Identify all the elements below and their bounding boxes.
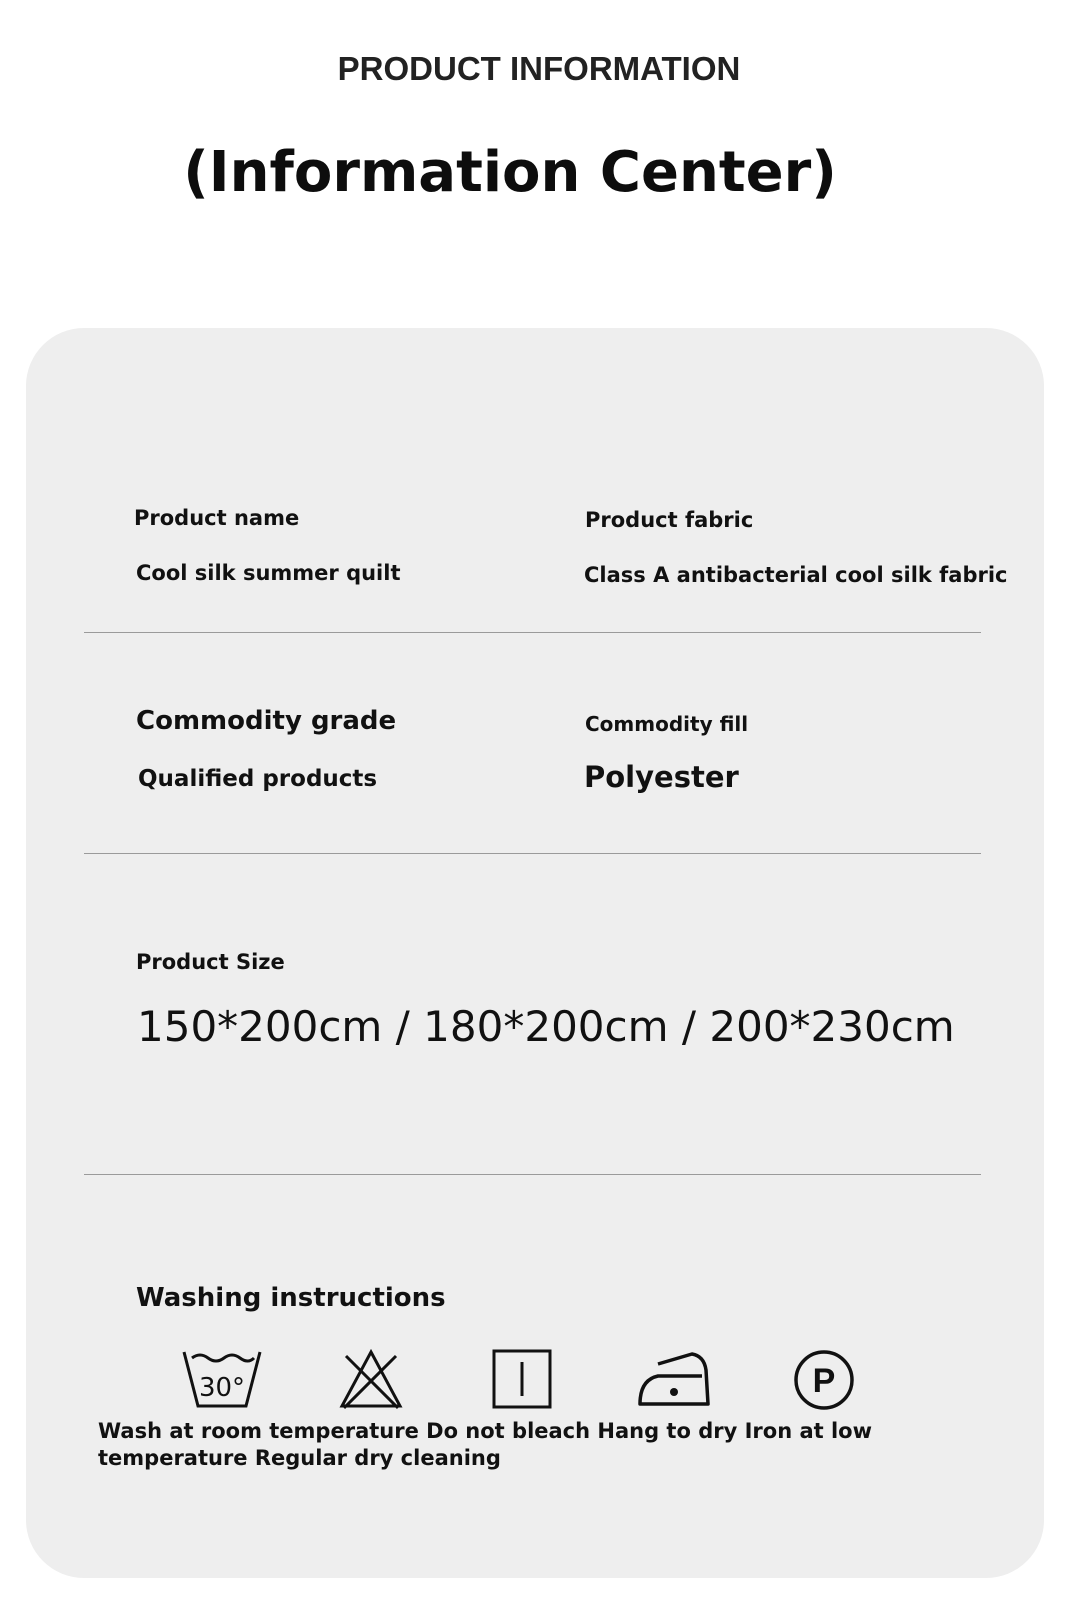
dry-clean-letter: P: [812, 1362, 836, 1400]
commodity-grade-value: Qualified products: [138, 766, 378, 792]
wash-30-icon: [180, 1348, 264, 1412]
divider-1: [84, 632, 981, 633]
commodity-grade-label: Commodity grade: [136, 706, 397, 736]
hang-dry-icon: [491, 1348, 553, 1410]
page-header-subtitle: (Information Center): [183, 140, 837, 205]
wash-temp-text: 30°: [198, 1373, 246, 1403]
product-name-label: Product name: [134, 506, 300, 530]
washing-instructions-text: Wash at room temperature Do not bleach Hang to dry Iron at low temperature Regular dry cleaning: [98, 1419, 872, 1470]
product-size-value: 150*200cm / 180*200cm / 200*230cm: [137, 1002, 955, 1051]
page-header-title: PRODUCT INFORMATION: [337, 50, 741, 87]
divider-2: [84, 853, 981, 854]
product-size-label: Product Size: [136, 950, 285, 974]
no-bleach-icon: [338, 1348, 404, 1410]
product-fabric-label: Product fabric: [585, 508, 754, 532]
commodity-fill-label: Commodity fill: [585, 712, 749, 736]
divider-3: [84, 1174, 981, 1175]
iron-low-icon: [636, 1350, 712, 1408]
product-name-value: Cool silk summer quilt: [136, 561, 401, 585]
commodity-fill-value: Polyester: [584, 760, 739, 794]
dry-clean-p-icon: [792, 1348, 856, 1412]
product-fabric-value: Class A antibacterial cool silk fabric: [584, 563, 1008, 587]
washing-instructions-label: Washing instructions: [136, 1283, 446, 1313]
